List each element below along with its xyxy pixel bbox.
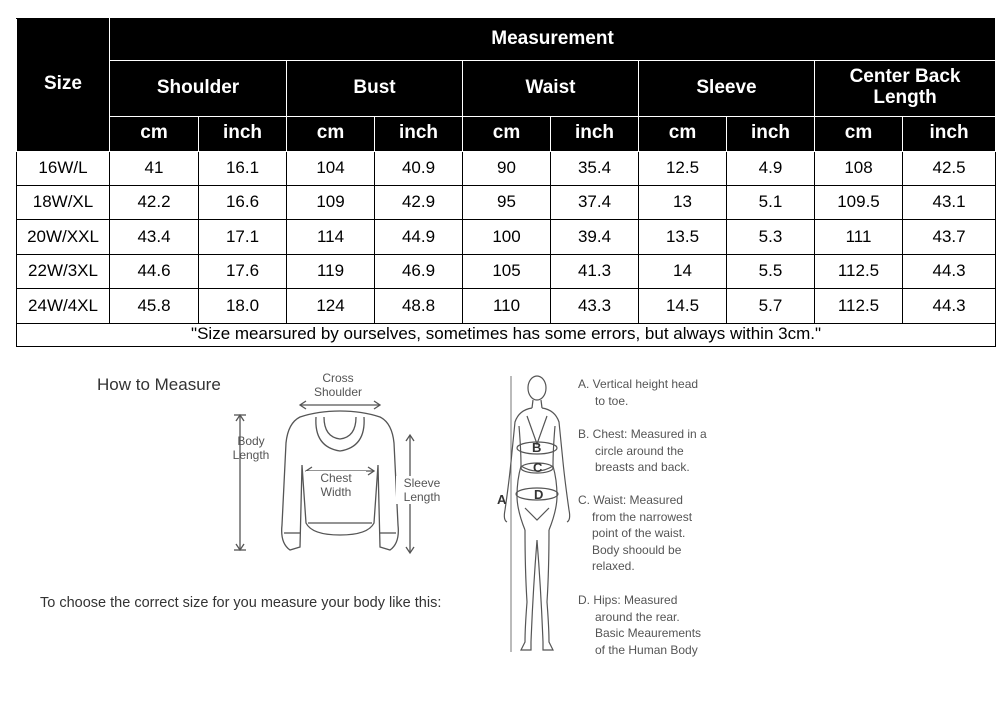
marker-c: C (533, 460, 543, 475)
value-cell: 90 (463, 151, 551, 185)
unit-header: inch (375, 117, 463, 151)
value-cell: 16.1 (199, 151, 287, 185)
value-cell: 110 (463, 289, 551, 323)
value-cell: 35.4 (551, 151, 639, 185)
value-cell: 48.8 (375, 289, 463, 323)
size-cell: 24W/4XL (17, 289, 110, 323)
table-row (17, 254, 996, 288)
value-cell: 119 (287, 254, 375, 288)
value-cell: 44.3 (903, 289, 996, 323)
note-c: C. Waist: Measured from the narrowest point of the waist. Body shoould be relaxed. (578, 493, 693, 573)
body-figure-diagram (495, 370, 575, 658)
size-cell: 20W/XXL (17, 220, 110, 254)
value-cell: 17.6 (199, 254, 287, 288)
marker-a: A (497, 492, 507, 507)
value-cell: 44.3 (903, 254, 996, 288)
table-row (17, 151, 996, 185)
group-header-center-back-length: Center Back Length (815, 60, 996, 117)
value-cell: 104 (287, 151, 375, 185)
value-cell: 105 (463, 254, 551, 288)
value-cell: 43.4 (110, 220, 199, 254)
value-cell: 114 (287, 220, 375, 254)
size-cell: 18W/XL (17, 186, 110, 220)
unit-header: inch (199, 117, 287, 151)
value-cell: 40.9 (375, 151, 463, 185)
value-cell: 111 (815, 220, 903, 254)
value-cell: 124 (287, 289, 375, 323)
marker-b: B (532, 440, 542, 455)
value-cell: 41.3 (551, 254, 639, 288)
group-header-bust: Bust (287, 60, 463, 117)
value-cell: 95 (463, 186, 551, 220)
value-cell: 5.7 (727, 289, 815, 323)
value-cell: 5.5 (727, 254, 815, 288)
marker-d: D (534, 487, 544, 502)
value-cell: 16.6 (199, 186, 287, 220)
value-cell: 43.1 (903, 186, 996, 220)
sleeve-length-label: Sleeve Length (396, 476, 448, 504)
value-cell: 4.9 (727, 151, 815, 185)
table-row (17, 220, 996, 254)
value-cell: 12.5 (639, 151, 727, 185)
unit-header: cm (639, 117, 727, 151)
measurement-note: "Size mearsured by ourselves, sometimes has some errors, but always within 3cm." (17, 323, 996, 346)
unit-header: inch (551, 117, 639, 151)
body-length-label: Body Length (232, 434, 270, 462)
size-cell: 22W/3XL (17, 254, 110, 288)
value-cell: 43.3 (551, 289, 639, 323)
value-cell: 5.1 (727, 186, 815, 220)
value-cell: 46.9 (375, 254, 463, 288)
value-cell: 44.6 (110, 254, 199, 288)
value-cell: 5.3 (727, 220, 815, 254)
value-cell: 108 (815, 151, 903, 185)
value-cell: 109.5 (815, 186, 903, 220)
chest-width-label: Chest Width (306, 471, 366, 499)
value-cell: 100 (463, 220, 551, 254)
size-header: Size (17, 19, 110, 152)
size-chart-table (16, 18, 996, 347)
unit-header: cm (463, 117, 551, 151)
group-header-shoulder: Shoulder (110, 60, 287, 117)
value-cell: 112.5 (815, 289, 903, 323)
value-cell: 39.4 (551, 220, 639, 254)
note-a: A. Vertical height head to toe. (578, 377, 699, 408)
note-b: B. Chest: Measured in a circle around the breasts and back. (578, 427, 707, 474)
value-cell: 13 (639, 186, 727, 220)
value-cell: 41 (110, 151, 199, 185)
unit-header: cm (815, 117, 903, 151)
unit-header: cm (110, 117, 199, 151)
how-to-measure-title: How to Measure (97, 375, 221, 394)
table-row (17, 186, 996, 220)
value-cell: 42.9 (375, 186, 463, 220)
cross-shoulder-label: Cross Shoulder (313, 371, 363, 399)
value-cell: 112.5 (815, 254, 903, 288)
value-cell: 17.1 (199, 220, 287, 254)
value-cell: 44.9 (375, 220, 463, 254)
table-row (17, 289, 996, 323)
value-cell: 13.5 (639, 220, 727, 254)
group-header-waist: Waist (463, 60, 639, 117)
value-cell: 42.5 (903, 151, 996, 185)
measurement-header: Measurement (110, 19, 996, 61)
value-cell: 45.8 (110, 289, 199, 323)
value-cell: 14 (639, 254, 727, 288)
value-cell: 109 (287, 186, 375, 220)
value-cell: 43.7 (903, 220, 996, 254)
group-header-sleeve: Sleeve (639, 60, 815, 117)
value-cell: 14.5 (639, 289, 727, 323)
unit-header: inch (903, 117, 996, 151)
instruction-text: To choose the correct size for you measure your body like this: (40, 595, 442, 611)
note-d: D. Hips: Measured around the rear. Basic Meaurements of the Human Body (578, 593, 702, 657)
unit-header: cm (287, 117, 375, 151)
size-cell: 16W/L (17, 151, 110, 185)
value-cell: 37.4 (551, 186, 639, 220)
value-cell: 18.0 (199, 289, 287, 323)
unit-header: inch (727, 117, 815, 151)
value-cell: 42.2 (110, 186, 199, 220)
